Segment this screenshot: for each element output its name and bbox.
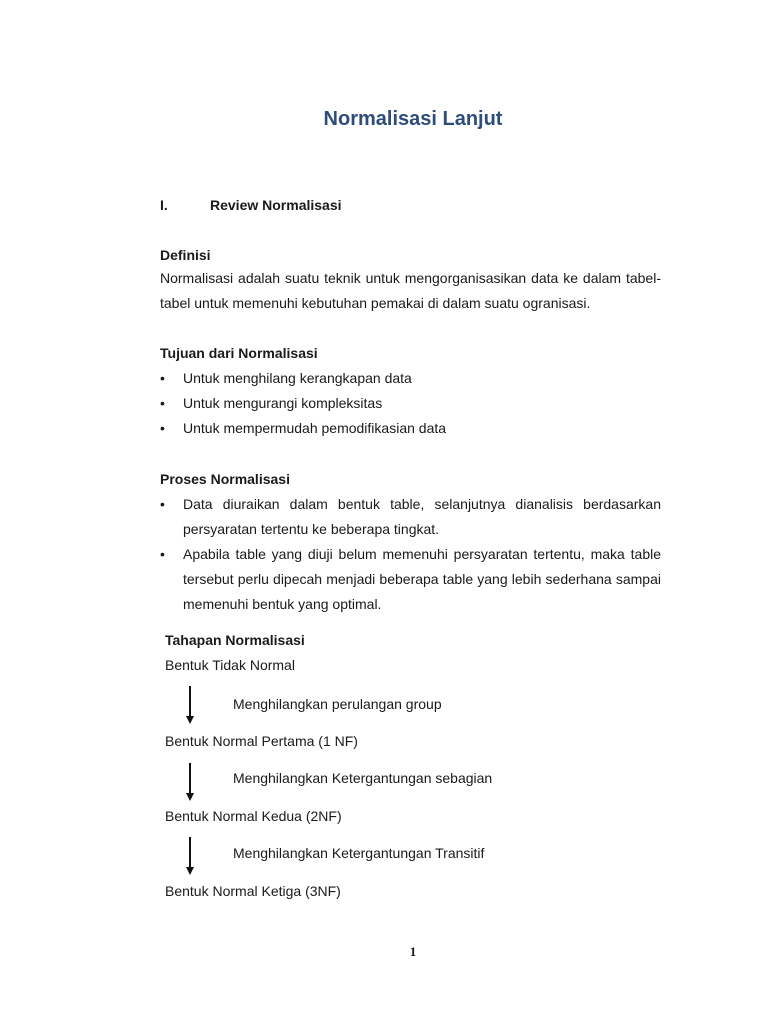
down-arrow-icon bbox=[186, 837, 194, 875]
list-item-text: Apabila table yang diuji belum memenuhi persyaratan tertentu, maka table tersebut perlu dipecah menjadi beberapa table yang lebih sederhana sampai memenuhi bentuk yang optimal. bbox=[183, 546, 661, 612]
list-item-text: Untuk mengurangi kompleksitas bbox=[183, 395, 383, 411]
list-item-text: Untuk menghilang kerangkapan data bbox=[183, 370, 412, 386]
definisi-heading: Definisi bbox=[160, 247, 211, 263]
proses-heading: Proses Normalisasi bbox=[160, 471, 290, 487]
step-remove-partial-dependency: Menghilangkan Ketergantungan sebagian bbox=[233, 770, 493, 786]
tujuan-list bbox=[160, 366, 661, 441]
section-number: I. bbox=[160, 197, 168, 213]
normal-form-1nf: Bentuk Normal Pertama (1 NF) bbox=[165, 733, 358, 749]
normal-form-unnormalized: Bentuk Tidak Normal bbox=[165, 657, 295, 673]
list-item-text: Untuk mempermudah pemodifikasian data bbox=[183, 420, 447, 436]
list-item bbox=[160, 416, 661, 441]
section-title: Review Normalisasi bbox=[210, 197, 342, 213]
step-remove-repeating-group: Menghilangkan perulangan group bbox=[233, 696, 442, 712]
normal-form-3nf: Bentuk Normal Ketiga (3NF) bbox=[165, 883, 341, 899]
tujuan-heading: Tujuan dari Normalisasi bbox=[160, 345, 318, 361]
page-title: Normalisasi Lanjut bbox=[323, 108, 503, 130]
page-number: 1 bbox=[409, 944, 417, 959]
definisi-paragraph: Normalisasi adalah suatu teknik untuk mengorganisasikan data ke dalam tabel-tabel untuk memenuhi kebutuhan pemakai di dalam suatu ogranisasi. bbox=[160, 270, 661, 311]
list-item bbox=[160, 492, 661, 542]
list-item bbox=[160, 391, 661, 416]
tahapan-heading: Tahapan Normalisasi bbox=[165, 632, 305, 648]
bullet-icon: • bbox=[160, 370, 165, 386]
down-arrow-icon bbox=[186, 763, 194, 801]
list-item bbox=[160, 366, 661, 391]
list-item-text: Data diuraikan dalam bentuk table, selanjutnya dianalisis berdasarkan persyaratan tertentu ke beberapa tingkat. bbox=[183, 496, 661, 537]
bullet-icon: • bbox=[160, 395, 165, 411]
down-arrow-icon bbox=[186, 686, 194, 724]
list-item bbox=[160, 542, 661, 617]
bullet-icon: • bbox=[160, 420, 165, 436]
normal-form-2nf: Bentuk Normal Kedua (2NF) bbox=[165, 808, 342, 824]
bullet-icon: • bbox=[160, 546, 165, 562]
step-remove-transitive-dependency: Menghilangkan Ketergantungan Transitif bbox=[233, 845, 485, 861]
bullet-icon: • bbox=[160, 496, 165, 512]
proses-list bbox=[160, 492, 661, 617]
